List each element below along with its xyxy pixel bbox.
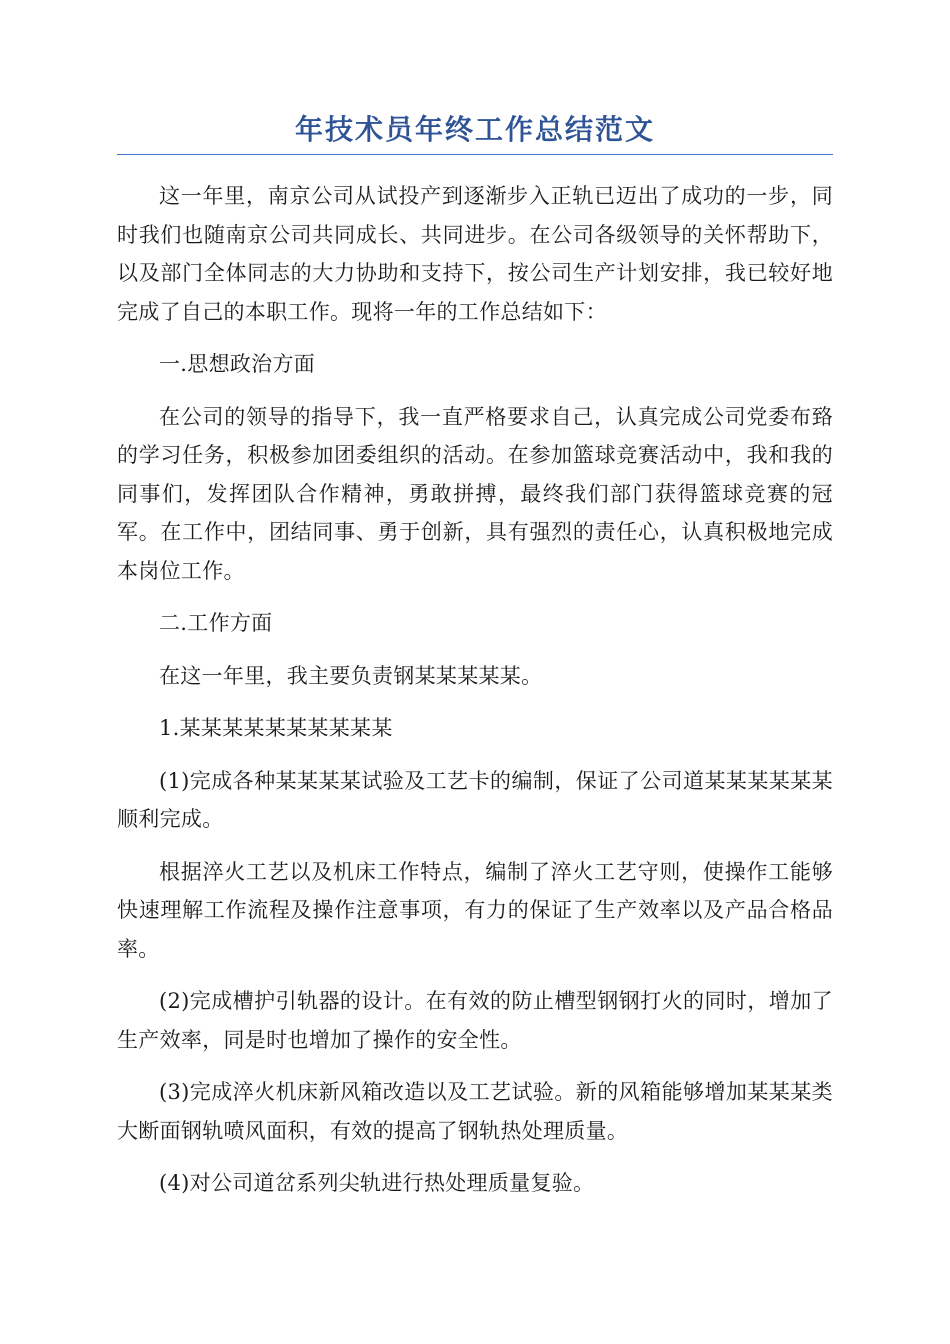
section-heading-political: 一.思想政治方面 bbox=[159, 352, 316, 376]
paragraph-quenching: 根据淬火工艺以及机床工作特点，编制了淬火工艺守则，使操作工能够快速理解工作流程及操作注意事项，有力的保证了生产效率以及产品合格品率。 bbox=[117, 859, 833, 961]
list-item-2: (2)完成槽护引轨器的设计。在有效的防止槽型钢钢打火的同时，增加了生产效率，同是时也增加了操作的安全性。 bbox=[117, 989, 833, 1052]
paragraph-political: 在公司的领导的指导下，我一直严格要求自己，认真完成公司党委布臵的学习任务，积极参加团委组织的活动。在参加篮球竞赛活动中，我和我的同事们，发挥团队合作精神，勇敢拼搏，最终我们部门获得篮球竞赛的冠军。在工作中，团结同事、勇于创新，具有强烈的责任心，认真积极地完成本岗位工作。 bbox=[117, 404, 833, 583]
document-title: 年技术员年终工作总结范文 bbox=[117, 108, 833, 155]
list-item-3: (3)完成淬火机床新风箱改造以及工艺试验。新的风箱能够增加某某某类大断面钢轨喷风面积，有效的提高了钢轨热处理质量。 bbox=[117, 1080, 833, 1143]
subsection-heading-1: 1.某某某某某某某某某某 bbox=[159, 716, 393, 740]
paragraph-intro: 这一年里，南京公司从试投产到逐渐步入正轨已迈出了成功的一步，同时我们也随南京公司共同成长、共同进步。在公司各级领导的关怀帮助下，以及部门全体同志的大力协助和支持下，按公司生产计划安排，我已较好地完成了自己的本职工作。现将一年的工作总结如下： bbox=[117, 184, 833, 324]
paragraph-work-intro: 在这一年里，我主要负责钢某某某某某。 bbox=[159, 663, 543, 688]
list-item-1: (1)完成各种某某某某试验及工艺卡的编制，保证了公司道某某某某某某顺利完成。 bbox=[117, 768, 833, 831]
document-page bbox=[117, 108, 833, 1217]
list-item-4: (4)对公司道岔系列尖轨进行热处理质量复验。 bbox=[159, 1171, 595, 1195]
document-body bbox=[117, 177, 833, 1203]
section-heading-work: 二.工作方面 bbox=[159, 611, 273, 635]
